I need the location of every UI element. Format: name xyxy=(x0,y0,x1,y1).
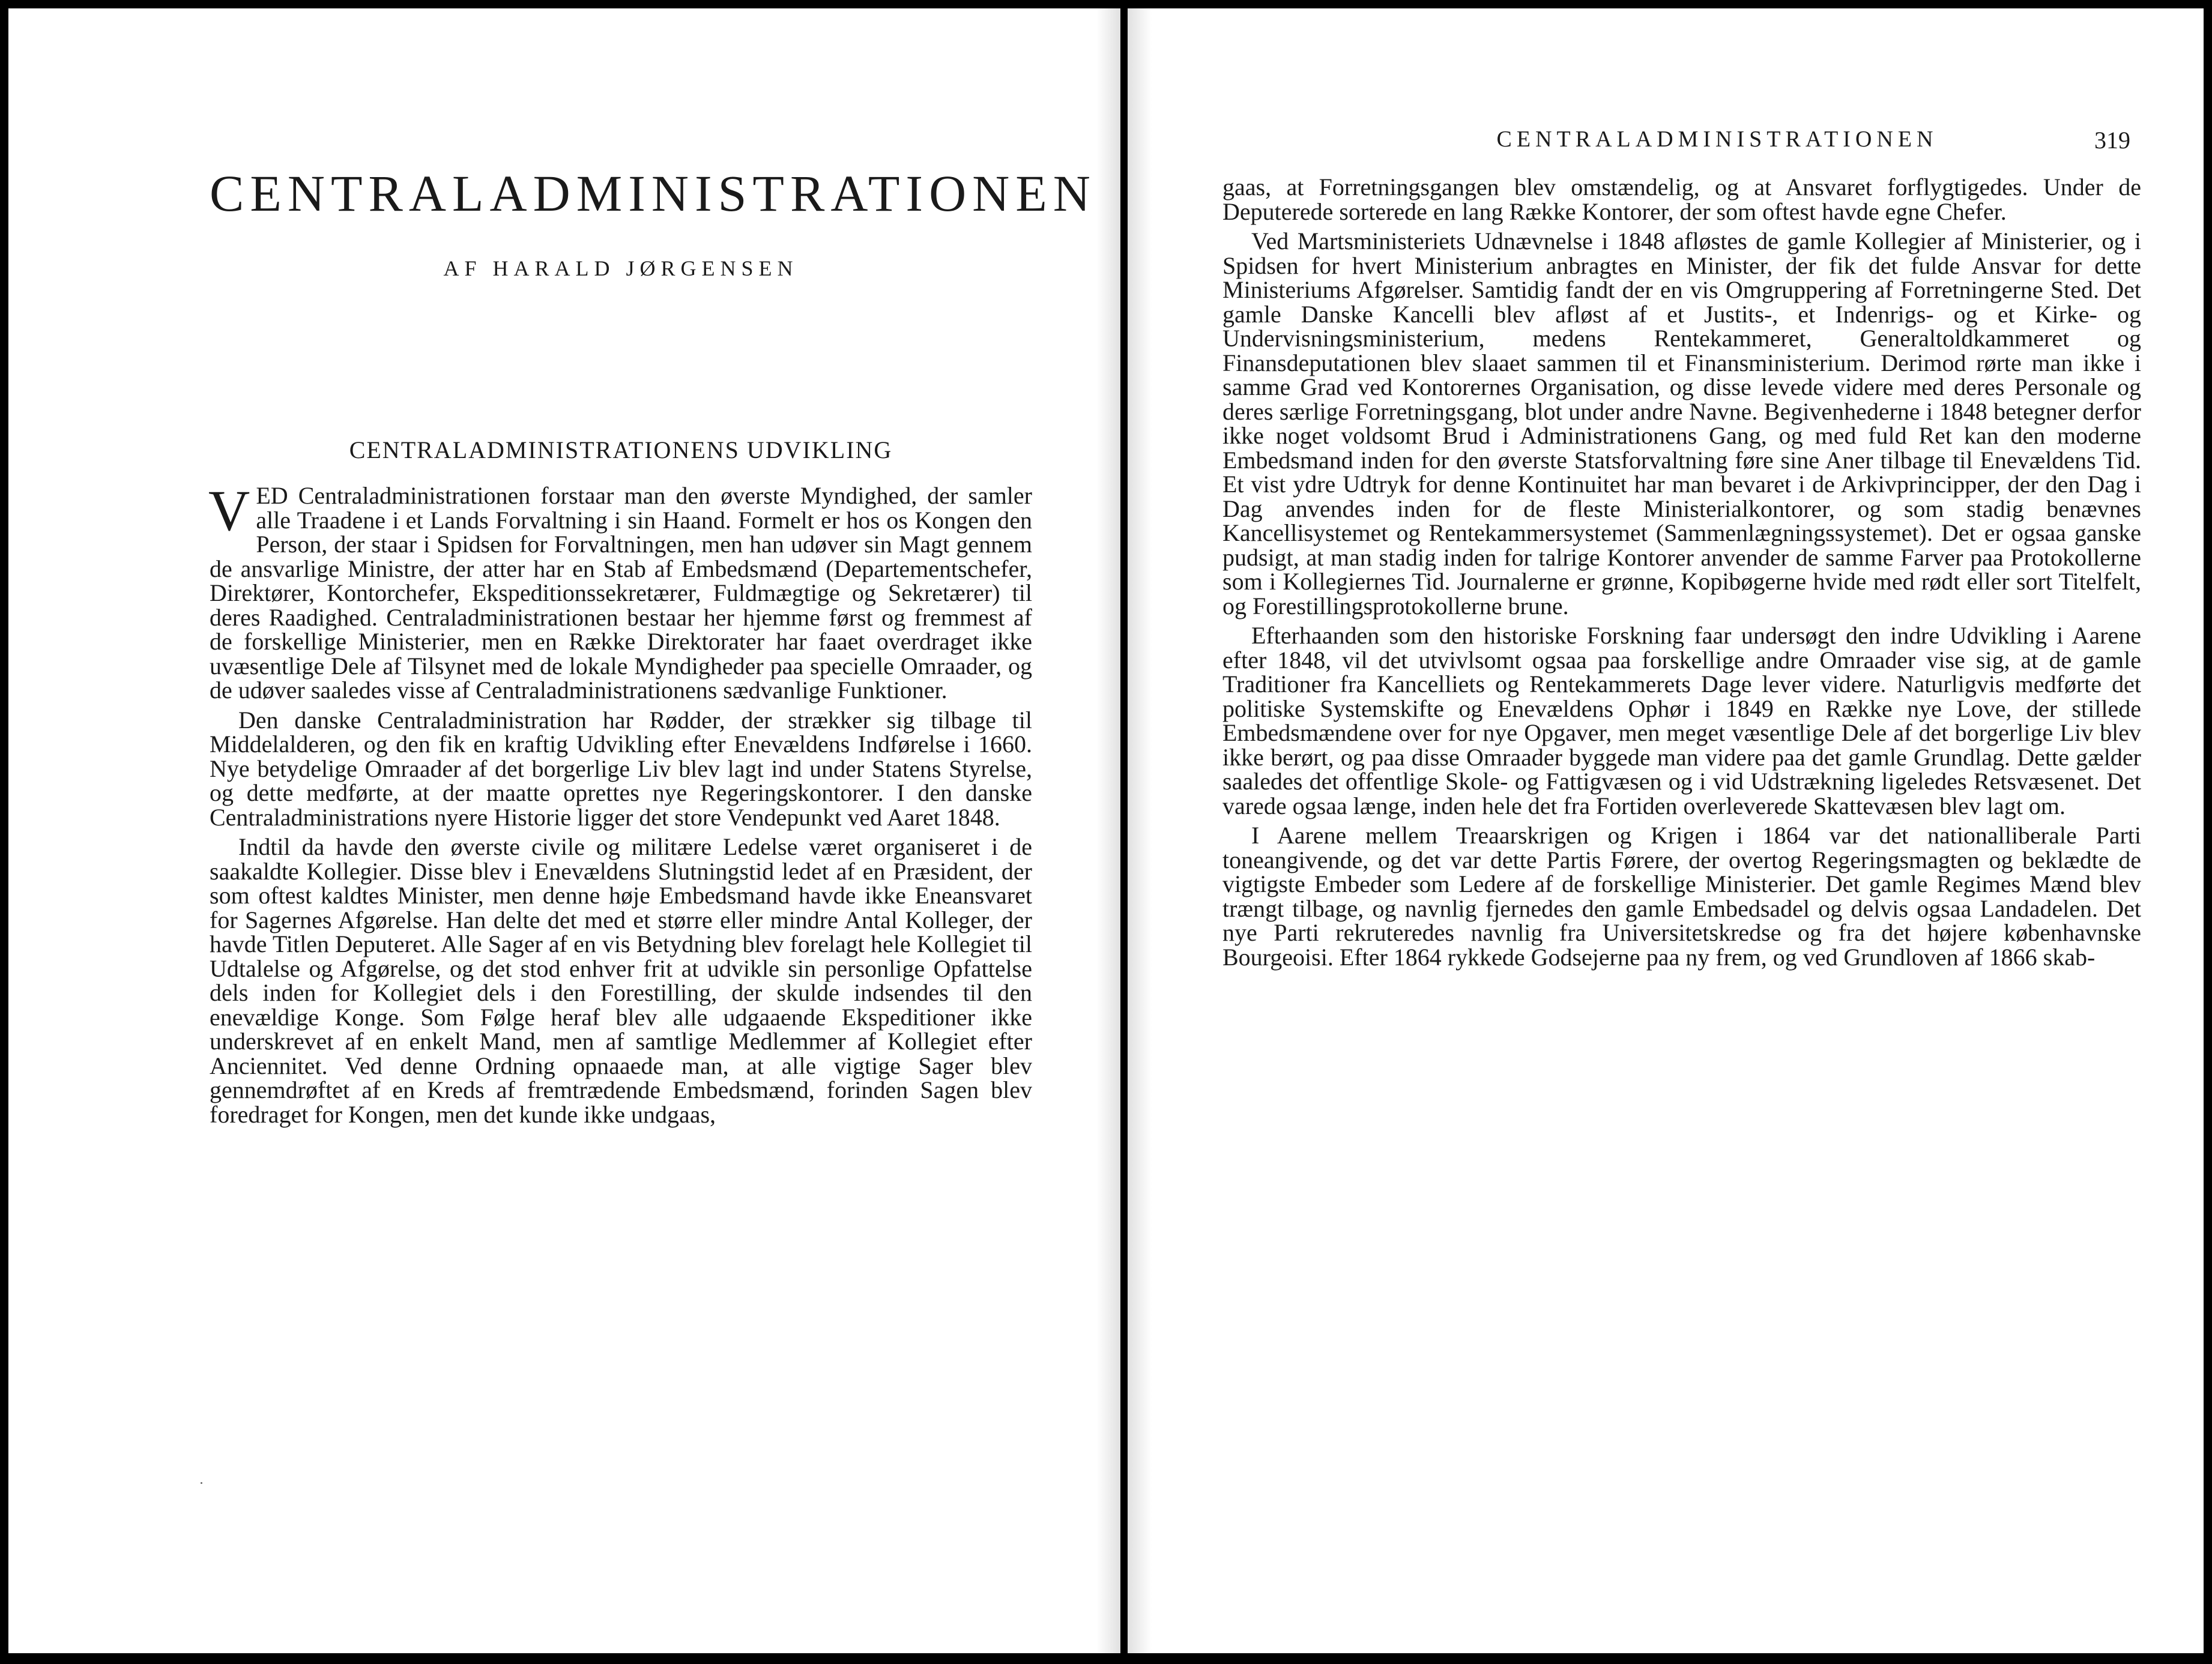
gutter-shadow xyxy=(1096,8,1120,1653)
gutter-shadow xyxy=(1128,8,1152,1653)
paragraph-text: ED Centraladministrationen forstaar man den øverste Myndighed, der samler alle Traadene i et Lands Forvaltning i sin Haand. Formelt er hos os Kongen den Person, der staar i Spidsen for Forvaltningen, men han udøver sin Magt gennem de ansvarlige Ministre, der atter har en Stab af Embedsmænd (Departementschefer, Direktører, Kontorchefer, Ekspeditionssekretærer, Fuldmægtige og Sekretærer) til deres Raadighed. Centraladministrationen bestaar her hjemme først og fremmest af de forskellige Ministerier, men en Række Direktorater har faaet overdraget ikke uvæsentlige Dele af Tilsynet med de lokale Myndigheder paa specielle Omraader, og de udøver saaledes visse af Centraladministrationens sædvanlige Funktioner. xyxy=(210,482,1032,704)
left-text-column xyxy=(208,478,1032,1132)
paragraph: Ved Martsministeriets Udnævnelse i 1848 afløstes de gamle Kollegier af Ministerier, og i Spidsen for hvert Ministerium anbragtes en Minister, der fik det fulde Ansvar for dette Ministeriums Afgørelser. Samtidig fandt der en vis Omgruppering af Forretningerne Sted. Det gamle Danske Kancelli blev afløst af et Justits-, et Indenrigs- og et Kirke- og Undervisningsministerium, medens Rentekammeret, Generaltoldkammeret og Finansdeputationen blev slaaet sammen til et Finansministerium. Derimod rørte man ikke i samme Grad ved Kontorernes Organisation, og disse levede videre med deres Personale og deres særlige Forretningsgang, blot under andre Navne. Begivenhederne i 1848 betegner derfor ikke noget voldsomt Brud i Administrationens Gang, og med fuld Ret kan den moderne Embedsmand inden for den øverste Statsforvaltning føre sine Aner tilbage til Enevældens Tid. Et vist ydre Udtryk for denne Kontinuitet har man bevaret i de Arkivprincipper, der den Dag i Dag anvendes inden for de fleste Ministerialkontorer, og som stadig benævnes Kancellisystemet og Rentekammersystemet (Sammenlægningssystemet). Det er ogsaa ganske pudsigt, at man stadig inden for talrige Kontorer anvender de samme Farver paa Protokollerne som i Kollegiernes Tid. Journalerne er grønne, Kopibøgerne hvide med rødt eller sort Titelfelt, og Forestillingsprotokollerne brune. xyxy=(1222,228,2141,619)
author-line: AF HARALD JØRGENSEN xyxy=(443,256,799,280)
right-text-column xyxy=(1222,175,2141,975)
section-heading: CENTRALADMINISTRATIONENS UDVIKLING xyxy=(349,436,893,463)
right-page xyxy=(1128,8,2204,1653)
page-number: 319 xyxy=(2094,127,2130,154)
paragraph xyxy=(208,478,1032,704)
paragraph: gaas, at Forretningsgangen blev omstændelig, og at Ansvaret forflygtigedes. Under de Deputerede sorterede en lang Række Kontorer, der som oftest havde egne Chefer. xyxy=(1222,173,2141,225)
paragraph: Indtil da havde den øverste civile og militære Ledelse været organiseret i de saakaldte Kollegier. Disse blev i Enevældens Slutningstid ledet af en Præsident, der som oftest kaldtes Minister, men denne høje Embedsmand havde ikke Eneansvaret for Sagernes Afgørelse. Han delte det med et større eller mindre Antal Kolleger, der havde Titlen Deputeret. Alle Sager af en vis Betydning blev forelagt hele Kollegiet til Udtalelse og Afgørelse, og det stod enhver frit at udvikle sin personlige Opfattelse dels inden for Kollegiet dels i den Forestilling, der skulde indsendes til den enevældige Konge. Som Følge heraf blev alle udgaaende Ekspeditioner ikke underskrevet af en enkelt Mand, men af samtlige Medlemmer af Kollegiet efter Anciennitet. Ved denne Ordning opnaaede man, at alle vigtige Sager blev gennemdrøftet af en Kreds af fremtrædende Embedsmænd, forinden Sagen blev foredraget for Kongen, men det kunde ikke undgaas, xyxy=(210,833,1032,1128)
paper-speck xyxy=(201,1482,202,1484)
running-head: CENTRALADMINISTRATIONEN xyxy=(1496,127,1938,152)
chapter-title: CENTRALADMINISTRATIONEN xyxy=(210,164,1096,222)
paragraph: I Aarene mellem Treaarskrigen og Krigen i 1864 var det nationalliberale Parti toneangivende, og det var dette Partis Førere, der overtog Regeringsmagten og beklædte de vigtigste Embeder som Ledere af de forskellige Ministerier. Det gamle Regimes Mænd blev trængt tilbage, og navnlig fjernedes den gamle Embedsadel og delvis ogsaa Landadelen. Det nye Parti rekruteredes navnlig fra Universitetskredse og fra det højere københavnske Bourgeoisi. Efter 1864 rykkede Godsejerne paa ny frem, og ved Grundloven af 1866 skab- xyxy=(1222,822,2141,971)
drop-cap: V xyxy=(208,478,250,543)
paragraph: Efterhaanden som den historiske Forskning faar undersøgt den indre Udvikling i Aarene efter 1848, vil det utvivlsomt ogsaa paa forskellige andre Omraader vise sig, at de gamle Traditioner fra Kancelliets og Rentekammerets Dage lever videre. Naturligvis medførte det politiske Systemskifte og Enevældens Ophør i 1849 en Række nye Love, der stillede Embedsmændene over for nye Opgaver, men meget væsentlige Dele af det borgerlige Liv blev ikke berørt, og paa disse Omraader byggede man videre paa det gamle Grundlag. Dette gælder saaledes det offentlige Skole- og Fattigvæsen og i vid Udstrækning ligeledes Retsvæsenet. Det varede ogsaa længe, inden hele det fra Fortiden overleverede Skattevæsen blev lagt om. xyxy=(1222,622,2141,819)
left-page xyxy=(8,8,1120,1653)
paragraph: Den danske Centraladministration har Rødder, der strækker sig tilbage til Middelalderen, og den fik en kraftig Udvikling efter Enevældens Indførelse i 1660. Nye betydelige Omraader af det borgerlige Liv blev lagt ind under Statens Styrelse, og dette medførte, at der maatte oprettes nye Regeringskontorer. I den danske Centraladministrations nyere Historie ligger det store Vendepunkt ved Aaret 1848. xyxy=(210,706,1032,831)
